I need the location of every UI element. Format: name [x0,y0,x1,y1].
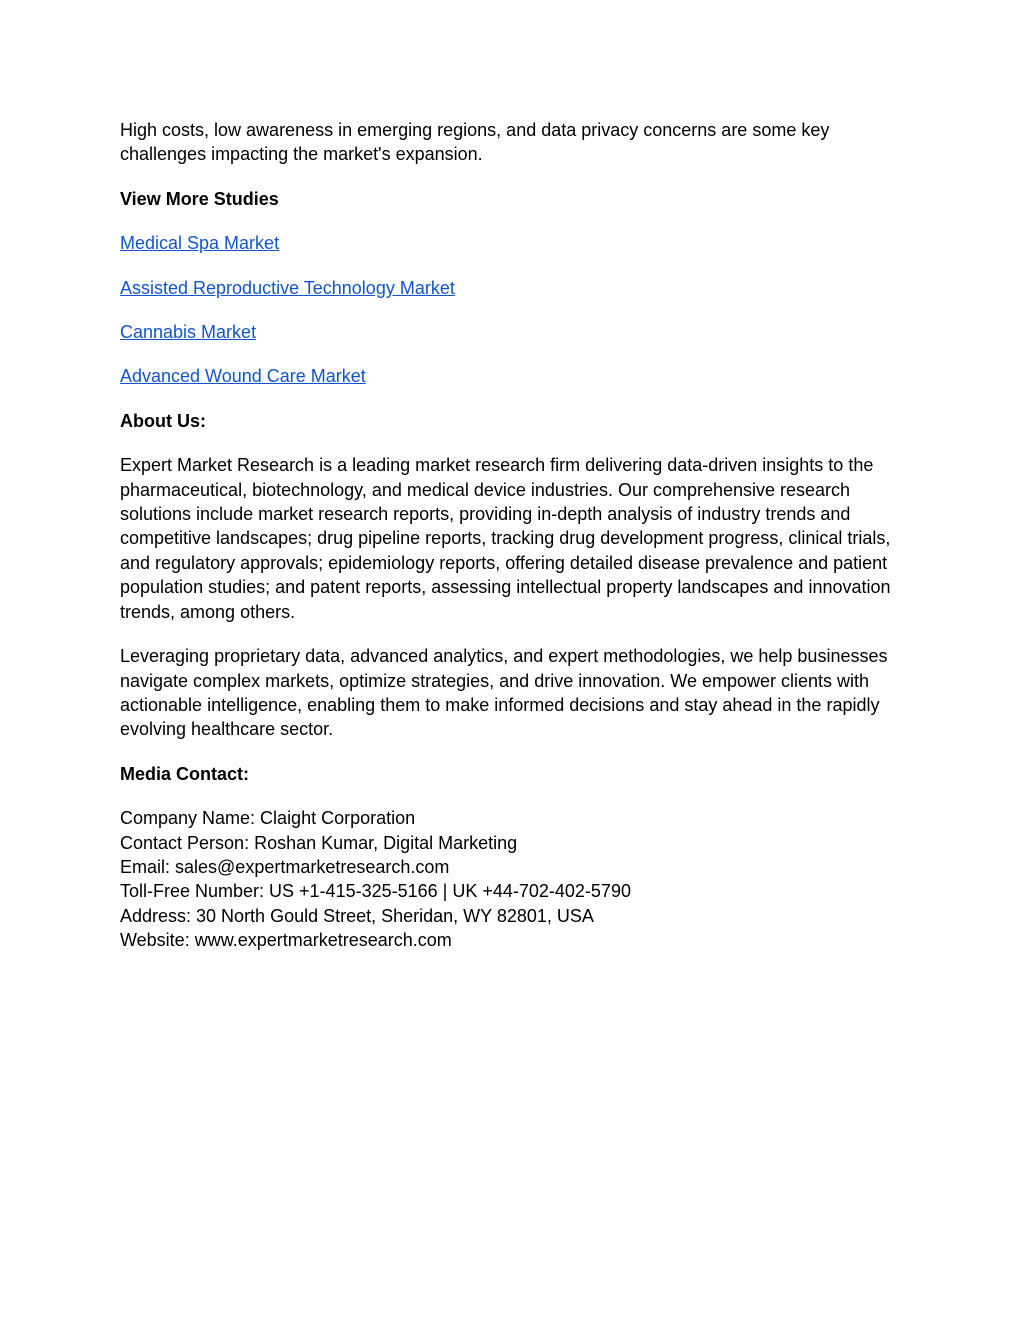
contact-phone: Toll-Free Number: US +1-415-325-5166 | UK +44-702-402-5790 [120,881,631,902]
study-item-assisted-reproductive [120,276,910,300]
contact-address: Address: 30 North Gould Street, Sheridan, WY 82801, USA [120,905,594,926]
link-assisted-reproductive-technology-market[interactable]: Assisted Reproductive Technology Market [120,277,455,298]
contact-email: Email: sales@expertmarketresearch.com [120,856,450,877]
media-contact-block [120,806,910,952]
link-medical-spa-market[interactable]: Medical Spa Market [120,233,280,254]
link-advanced-wound-care-market[interactable]: Advanced Wound Care Market [120,366,366,387]
intro-paragraph: High costs, low awareness in emerging regions, and data privacy concerns are some key challenges impacting the market's expansion. [120,120,830,165]
about-heading: About Us: [120,410,206,431]
about-paragraph-2: Leveraging proprietary data, advanced analytics, and expert methodologies, we help businesses navigate complex markets, optimize strategies, and drive innovation. We empower clients with actionable intelligence, enabling them to make informed decisions and stay ahead in the rapidly evolving healthcare sector. [120,646,888,740]
study-item-medical-spa [120,231,910,255]
study-item-cannabis [120,320,910,344]
contact-person: Contact Person: Roshan Kumar, Digital Marketing [120,832,518,853]
media-contact-heading: Media Contact: [120,763,250,784]
contact-company: Company Name: Claight Corporation [120,808,416,829]
about-paragraph-1: Expert Market Research is a leading market research firm delivering data-driven insights to the pharmaceutical, biotechnology, and medical device industries. Our comprehensive research solutions include market research reports, providing in-depth analysis of industry trends and competitive landscapes; drug pipeline reports, tracking drug development progress, clinical trials, and regulatory approvals; epidemiology reports, offering detailed disease prevalence and patient population studies; and patent reports, assessing intellectual property landscapes and innovation trends, among others. [120,455,891,622]
contact-website: Website: www.expertmarketresearch.com [120,930,452,951]
studies-heading: View More Studies [120,188,279,209]
document-page [120,118,910,973]
study-item-advanced-wound-care [120,364,910,388]
link-cannabis-market[interactable]: Cannabis Market [120,322,257,343]
